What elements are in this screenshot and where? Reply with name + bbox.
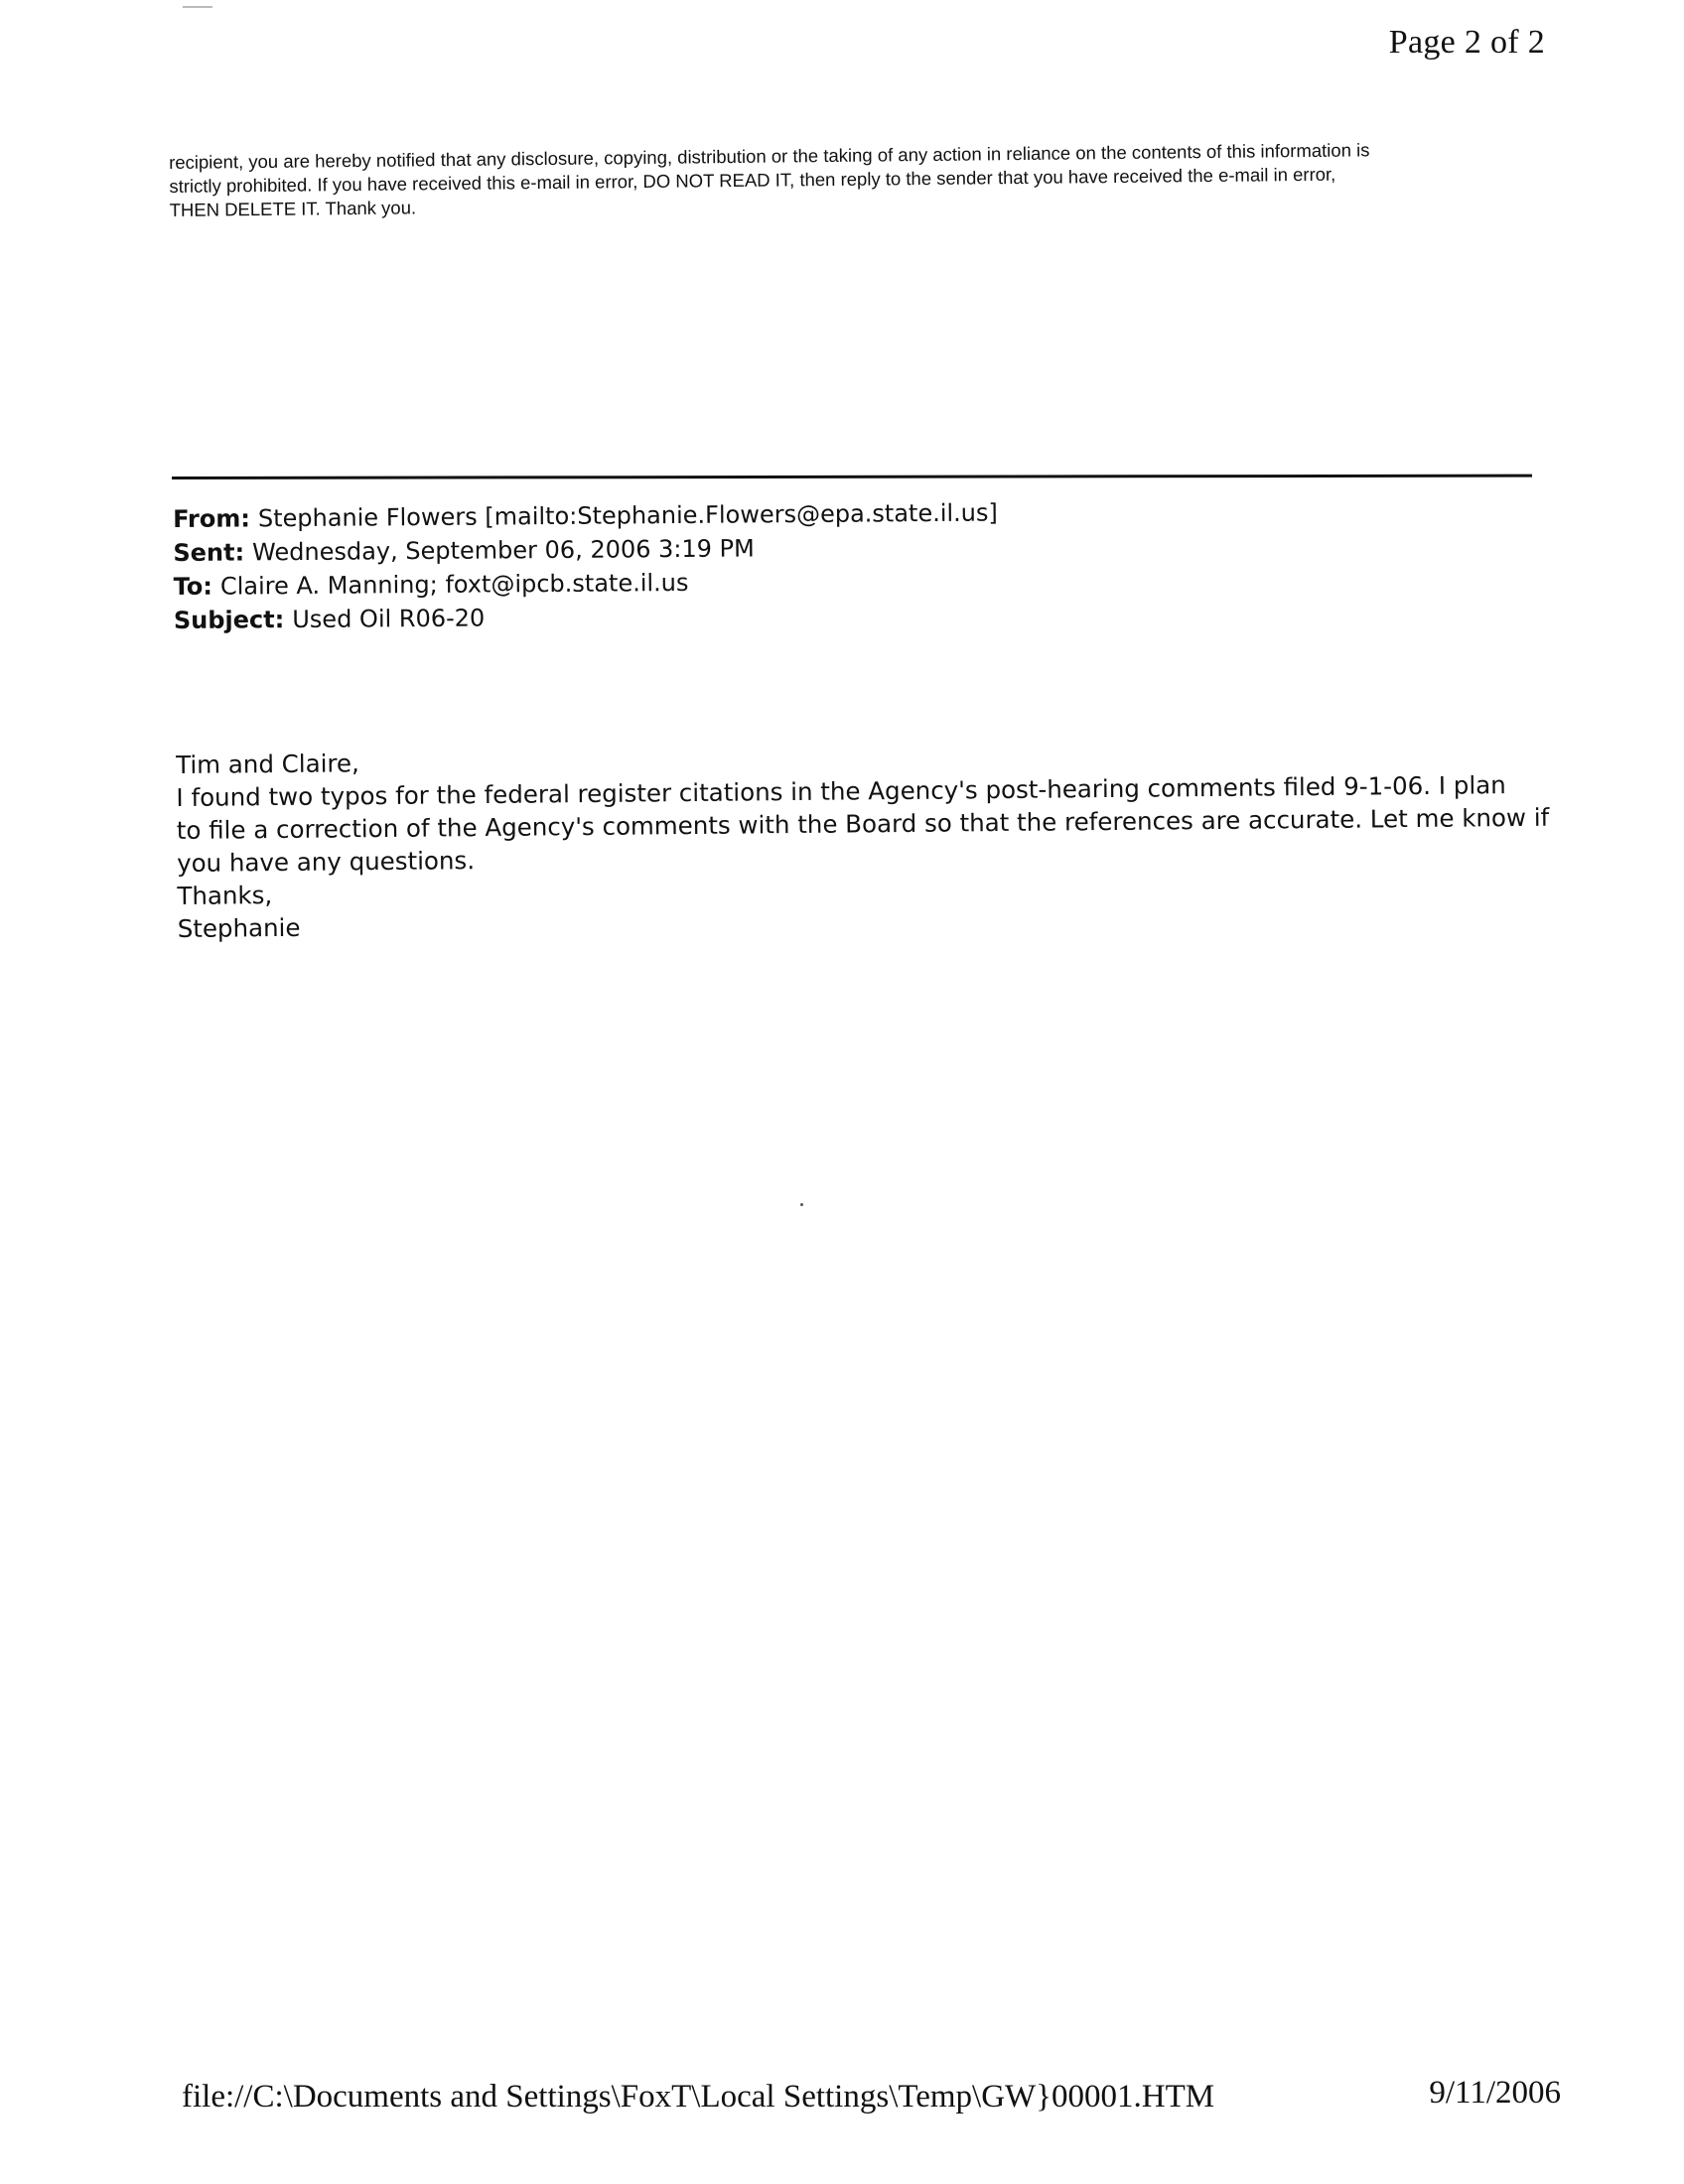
disclaimer-line: THEN DELETE IT. Thank you.	[169, 197, 417, 220]
from-label: From:	[173, 504, 251, 533]
disclaimer-line: recipient, you are hereby notified that any disclosure, copying, distribution or the taking of any action in reliance on the contents of this information is	[169, 139, 1370, 173]
email-body	[176, 736, 1548, 945]
scan-dot	[800, 1203, 803, 1206]
footer-date: 9/11/2006	[1429, 2075, 1561, 2111]
page-number: Page 2 of 2	[1388, 24, 1545, 61]
body-line: I found two typos for the federal register citations in the Agency's post-hearing comments filed 9-1-06. I plan	[176, 770, 1506, 812]
body-line: to file a correction of the Agency's comments with the Board so that the references are accurate. Let me know if	[176, 802, 1550, 845]
message-separator-rule	[172, 475, 1532, 479]
subject-row	[174, 597, 999, 637]
sent-value: Wednesday, September 06, 2006 3:19 PM	[252, 534, 755, 567]
body-line: Tim and Claire,	[176, 749, 359, 779]
footer-file-path: file://C:\Documents and Settings\FoxT\Local Settings\Temp\GW}00001.HTM	[182, 2079, 1215, 2115]
to-label: To:	[173, 572, 213, 601]
confidentiality-disclaimer	[169, 137, 1510, 222]
to-value: Claire A. Manning; foxt@ipcb.state.il.us	[219, 568, 689, 601]
email-header	[173, 495, 999, 637]
subject-label: Subject:	[173, 606, 285, 634]
subject-value: Used Oil R06-20	[292, 604, 486, 634]
body-line: Thanks,	[177, 881, 273, 910]
sent-label: Sent:	[173, 538, 245, 567]
from-row	[173, 495, 998, 536]
scan-artifact-mark	[183, 6, 212, 8]
body-line: you have any questions.	[176, 846, 476, 878]
from-value: Stephanie Flowers [mailto:Stephanie.Flowers@epa.state.il.us]	[257, 498, 998, 533]
body-line: Stephanie	[177, 912, 301, 943]
disclaimer-line: strictly prohibited. If you have received this e-mail in error, DO NOT READ IT, then reply to the sender that you have received the e-mail in error,	[169, 163, 1336, 197]
